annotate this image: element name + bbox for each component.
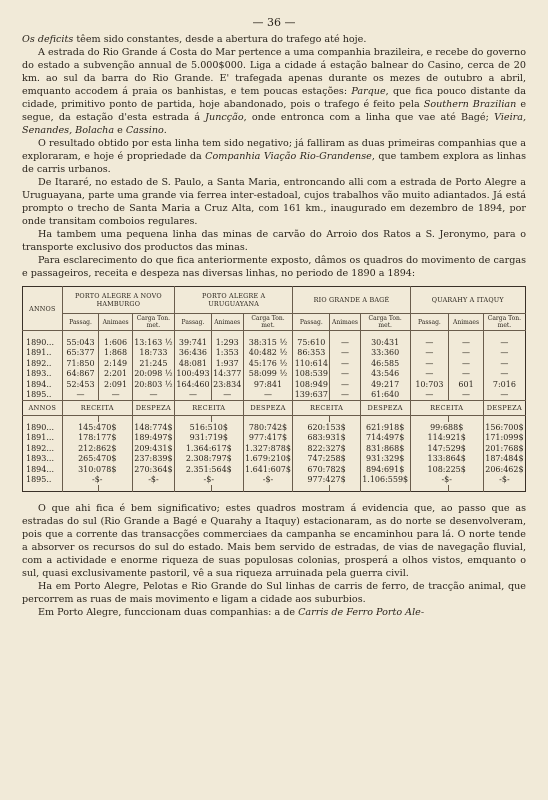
- text: , que fica pouco distante da cidade, primitivo ponto de partida, hoje abandonado, pois o trafego é feito pela: [22, 86, 526, 110]
- table-cell: 139:637: [294, 390, 328, 400]
- spacer-cell: [483, 485, 525, 492]
- table-row: [23, 422, 526, 433]
- table-cell: 178:177$: [62, 433, 132, 444]
- table-cell: 23:834: [213, 379, 242, 389]
- table-cell: 516:510$: [175, 422, 244, 433]
- year-cell: 1892..: [26, 358, 52, 368]
- spacer-cell: [23, 485, 63, 492]
- table-cell: 1:293: [211, 337, 243, 348]
- table-cell: 145:470$: [62, 422, 132, 433]
- table-row: [23, 454, 526, 465]
- table-subheader-row: [23, 314, 526, 331]
- year-cell: 1890...: [26, 422, 54, 432]
- table-subheader: Carga Ton. met.: [360, 314, 410, 331]
- table-cell: 18:733: [132, 348, 174, 359]
- text: .: [163, 125, 167, 136]
- table-cell: 1:937: [211, 358, 243, 369]
- table-cell: 40:482 ½: [243, 348, 293, 359]
- table-cell: 2.308:797$: [175, 454, 244, 465]
- year-cell: 1891..: [26, 348, 52, 358]
- spacer-cell: [211, 485, 243, 492]
- table-cell: 189:497$: [134, 433, 173, 443]
- table-cell: 1.327:878$: [245, 443, 291, 453]
- table-row: [23, 369, 526, 380]
- table-cell: —: [62, 390, 99, 401]
- paragraph-costa-do-mar: [22, 46, 526, 137]
- table-cell: 46:585: [360, 358, 410, 369]
- table-row: [23, 390, 526, 401]
- spacer-cell: [360, 485, 410, 492]
- table-header-years: ANNOS: [23, 287, 63, 331]
- table-row: [23, 379, 526, 390]
- table-cell: —: [243, 390, 293, 401]
- table-subheader: Passag.: [175, 314, 212, 331]
- table-cell: 601: [449, 379, 484, 390]
- finance-body: [23, 416, 526, 492]
- table-cell: 100:493: [176, 369, 210, 379]
- table-cell: 187:484$: [485, 454, 524, 464]
- text: Em Porto Alegre, funccionam duas companhias: a de: [38, 607, 299, 618]
- spacer-cell: [175, 485, 212, 492]
- text: e segue, da estação d'esta estrada á: [22, 99, 526, 123]
- table-subheader: Animaes: [99, 314, 133, 331]
- table-cell: 13:163 ½: [134, 337, 173, 347]
- table-cell: 7:016: [483, 379, 525, 390]
- table-cell: 977:427$: [293, 475, 360, 486]
- table-subheader: Carga Ton. met.: [243, 314, 293, 331]
- table-cell: 64:867: [62, 369, 99, 380]
- table-cell: 55:043: [62, 337, 99, 348]
- paragraph-esclarecimento: Para esclarecimento do que fica anteriormente exposto, dâmos os quadros do movimento de cargas e passageiros, receita e despeza nas diversas linhas, no periodo de 1890 a 1894:: [22, 255, 526, 279]
- table-subheader: Animaes: [449, 314, 484, 331]
- spacer-row: [23, 485, 526, 492]
- table-group-header: QUARAHY A ITAQUY: [410, 287, 525, 314]
- table-cell: —: [132, 390, 174, 401]
- table-cell: 71:850: [62, 358, 99, 369]
- table-cell: 670:782$: [293, 464, 360, 475]
- table-cell: —: [483, 358, 525, 369]
- table-cell: 48:081: [175, 358, 212, 369]
- table-cell: -$-: [483, 475, 525, 486]
- italic-text: Parque: [351, 86, 386, 97]
- table-cell: 39:741: [175, 337, 212, 348]
- table-subheader: Passag.: [293, 314, 330, 331]
- paragraph-deficits: [22, 33, 526, 46]
- table-cell: 86:353: [293, 348, 330, 359]
- table-cell: 201:768$: [485, 443, 524, 453]
- table-cell: 20:098 ½: [134, 369, 173, 379]
- italic-text: Companhia Viação Rio-Grandense: [205, 151, 372, 162]
- table-cell: —: [483, 348, 525, 359]
- railway-statistics-table: [22, 286, 526, 492]
- table-group-header: RIO GRANDE A BAGÉ: [293, 287, 410, 314]
- table-cell: 75:610: [293, 337, 330, 348]
- table-cell: —: [483, 369, 525, 380]
- table-row: [23, 348, 526, 359]
- spacer-cell: [132, 485, 174, 492]
- table-cell: -$-: [62, 475, 132, 486]
- table-cell: —: [410, 358, 449, 369]
- table-cell: —: [211, 390, 243, 401]
- table-cell: 780:742$: [243, 422, 293, 433]
- text: e: [114, 125, 126, 136]
- table-subheader: Carga Ton. met.: [132, 314, 174, 331]
- table-cell: —: [330, 390, 361, 401]
- table-group-header: PORTO ALEGRE A URUGUAYANA: [175, 287, 293, 314]
- paragraph-significativo: O que ahi fica é bem significativo; estes quadros mostram á evidencia que, ao passo que as estradas do sul (Rio Grande a Bagé e Quarahy a Itaquy) estacionaram, as do norte se desenvolveram, pois que a corrente das transacções commerciaes da campanha se encaminhou para lá. O norte tende a absorver os recursos do sul do estado. Mais bem servido de estradas, de vias de navegação fluvial, com a actividade e enorme riqueza de suas populosas colonias, prosperá a olhos vistos, emquanto o sul, quasi exclusivamente pastoril, vê a sua riqueza arruinada pela guerra civil.: [22, 503, 526, 579]
- finance-header: RECEITA: [175, 401, 244, 416]
- table-cell: 1:868: [99, 348, 133, 359]
- table-cell: 10:703: [410, 379, 449, 390]
- table-cell: 683:931$: [293, 433, 360, 444]
- table-cell: 171:099$: [485, 433, 524, 443]
- table-cell: 58:099 ½: [243, 369, 293, 380]
- table-cell: 2.351:564$: [175, 464, 244, 475]
- table-cell: 108:949: [294, 379, 328, 389]
- table-cell: —: [449, 348, 484, 359]
- text: A estrada do Rio Grande á Costa do Mar pertence a uma companhia brazileira, e recebe do governo do estado a subvenção annual de 5.000$000. Liga a cidade á estação balnear do Casino, cerca de 20 km. ao sul da barra do Rio Grande. E' trafegada apenas durante os mezes de outubro a abril, emquanto accodem á praia os banhistas, e tem poucas estações:: [22, 47, 526, 97]
- table-cell: 977:417$: [243, 433, 293, 444]
- table-cell: 38:315 ½: [243, 337, 293, 348]
- table-cell: 147:529$: [410, 443, 483, 454]
- italic-text: Cassino: [125, 125, 164, 136]
- table-row: [23, 475, 526, 486]
- table-cell: —: [449, 337, 484, 348]
- text: , que tambem explora as linhas de carris urbanos.: [22, 151, 527, 175]
- table-cell: —: [449, 390, 484, 401]
- text: , onde entronca com a linha que vae até Bagé;: [243, 112, 495, 123]
- paragraph-minas: Ha tambem uma pequena linha das minas de carvão do Arroio dos Ratos a S. Jeronymo, para o transporte exclusivo dos productos das minas.: [22, 229, 526, 253]
- table-cell: —: [449, 358, 484, 369]
- table-cell: 270:364$: [134, 464, 173, 474]
- table-cell: 52:453: [62, 379, 99, 390]
- page-number: — 36 —: [252, 16, 296, 29]
- finance-header: ANNOS: [23, 401, 63, 416]
- finance-header: DESPEZA: [132, 401, 174, 416]
- table-cell: 36:436: [175, 348, 212, 359]
- spacer-cell: [99, 485, 133, 492]
- table-cell: —: [483, 337, 525, 348]
- table-cell: 620:153$: [293, 422, 360, 433]
- finance-header: RECEITA: [62, 401, 132, 416]
- table-cell: -$-: [243, 475, 293, 486]
- finance-header: DESPEZA: [243, 401, 293, 416]
- table-cell: —: [330, 348, 361, 359]
- paragraph-resultado: [22, 137, 526, 176]
- table-cell: 747:258$: [293, 454, 360, 465]
- italic-text: Southern Brazilian: [423, 99, 517, 110]
- table-cell: 931:719$: [175, 433, 244, 444]
- table-cell: 2:201: [99, 369, 133, 380]
- paragraph-porto-alegre: [22, 606, 526, 619]
- table-row: [23, 337, 526, 348]
- table-cell: —: [99, 390, 133, 401]
- finance-header-row: [23, 401, 526, 416]
- table-cell: 2:149: [99, 358, 133, 369]
- year-cell: 1895..: [26, 475, 52, 485]
- italic-text: Carris de Ferro Porto Ale-: [298, 607, 425, 618]
- table-cell: 33:360: [360, 348, 410, 359]
- table-cell: —: [449, 369, 484, 380]
- table-cell: 164:460: [176, 379, 210, 389]
- table-cell: 1.106:559$: [362, 475, 409, 485]
- table-subheader: Passag.: [62, 314, 99, 331]
- table-cell: —: [483, 390, 525, 401]
- table-cell: 621:918$: [360, 422, 410, 433]
- finance-header: DESPEZA: [483, 401, 525, 416]
- table-cell: 931:329$: [360, 454, 410, 465]
- table-cell: 20:803 ½: [134, 379, 173, 389]
- table-row: [23, 443, 526, 454]
- year-cell: 1895..: [26, 390, 52, 400]
- spacer-cell: [243, 485, 293, 492]
- table-cell: 108:225$: [410, 464, 483, 475]
- text: têem sido constantes, desde a abertura do trafego até hoje.: [73, 34, 367, 45]
- table-cell: -$-: [410, 475, 483, 486]
- spacer-cell: [410, 485, 449, 492]
- table-cell: 212:862$: [62, 443, 132, 454]
- text: O resultado obtido por esta linha tem sido negativo; já falliram as duas primeiras companhias que a exploraram, e hoje é propriedade da: [22, 138, 526, 162]
- year-cell: 1894..: [26, 379, 52, 389]
- table-group-header: PORTO ALEGRE A NOVO HAMBURGO: [62, 287, 174, 314]
- spacer-cell: [62, 485, 99, 492]
- year-cell: 1893...: [26, 454, 54, 464]
- table-cell: 99:688$: [410, 422, 483, 433]
- table-cell: —: [410, 369, 449, 380]
- table-cell: -$-: [132, 475, 174, 486]
- table-cell: 831:868$: [360, 443, 410, 454]
- italic-text: Vieira, Senandes, Bolacha: [22, 112, 526, 136]
- table-subheader: Passag.: [410, 314, 449, 331]
- paragraph-carris: Ha em Porto Alegre, Pelotas e Rio Grande do Sul linhas de carris de ferro, de tracção animal, que percorrem as ruas de mais movimento e ligam a cidade aos suburbios.: [22, 581, 526, 605]
- spacer-cell: [330, 485, 361, 492]
- table-cell: 21:245: [132, 358, 174, 369]
- table-cell: —: [330, 337, 361, 348]
- italic-text: Os deficits: [22, 34, 74, 45]
- table-cell: 148:774$: [134, 422, 173, 432]
- table-cell: 133:864$: [410, 454, 483, 465]
- table-cell: 209:431$: [134, 443, 173, 453]
- table-cell: 61:640: [360, 390, 410, 401]
- year-cell: 1894...: [26, 464, 54, 474]
- table-cell: 110:614: [294, 358, 328, 368]
- table-cell: —: [330, 379, 361, 390]
- table-cell: 265:470$: [62, 454, 132, 465]
- table-subheader: Animaes: [211, 314, 243, 331]
- spacer-cell: [293, 485, 330, 492]
- table-cell: —: [330, 358, 361, 369]
- table-cell: 156:700$: [485, 422, 524, 432]
- year-cell: 1893..: [26, 369, 52, 379]
- table-cell: 65:377: [62, 348, 99, 359]
- table-cell: 237:839$: [134, 454, 173, 464]
- table-cell: —: [410, 390, 449, 401]
- finance-header: RECEITA: [293, 401, 360, 416]
- paragraph-itarare: De Itararé, no estado de S. Paulo, a Santa Maria, entroncando alli com a estrada de Porto Alegre a Uruguayana, parte uma grande via ferrea inter-estadoal, cujos trabalhos vão muito adiantados. Já está prompto o trecho de Santa Maria a Cruz Alta, com 161 km., inaugurado em dezembro de 1894, por onde transitam comboios regulares.: [22, 177, 526, 227]
- table-subheader: Carga Ton. met.: [483, 314, 525, 331]
- table-cell: 714:497$: [360, 433, 410, 444]
- table-row: [23, 464, 526, 475]
- table-cell: 30:431: [360, 337, 410, 348]
- table-cell: —: [410, 348, 449, 359]
- table-cell: 206:462$: [485, 464, 524, 474]
- table-cell: 14:377: [213, 369, 242, 379]
- table-cell: 1:606: [99, 337, 133, 348]
- table-cell: 49:217: [360, 379, 410, 390]
- table-cell: 97:841: [243, 379, 293, 390]
- table-subheader: Animaes: [330, 314, 361, 331]
- table-cell: 894:691$: [360, 464, 410, 475]
- table-row: [23, 433, 526, 444]
- year-cell: 1892...: [26, 443, 54, 453]
- table-cell: —: [175, 390, 212, 401]
- year-cell: 1890...: [26, 337, 54, 347]
- finance-header: RECEITA: [410, 401, 483, 416]
- table-cell: —: [410, 337, 449, 348]
- table-cell: —: [330, 369, 361, 380]
- table-cell: 310:078$: [62, 464, 132, 475]
- table-cell: 822:327$: [293, 443, 360, 454]
- table-cell: 1.641:607$: [245, 464, 291, 474]
- cargo-body: [23, 331, 526, 401]
- finance-header: DESPEZA: [360, 401, 410, 416]
- table-cell: -$-: [175, 475, 244, 486]
- table-cell: 2:091: [99, 379, 133, 390]
- spacer-cell: [449, 485, 484, 492]
- table-cell: 114:921$: [410, 433, 483, 444]
- table-cell: 1.364:617$: [175, 443, 244, 454]
- table-cell: 1.679:210$: [245, 454, 291, 464]
- table-cell: 1:353: [211, 348, 243, 359]
- table-cell: 45:176 ½: [243, 358, 293, 369]
- year-cell: 1891...: [26, 433, 54, 443]
- italic-text: Juncção: [205, 112, 244, 123]
- table-cell: 108:539: [294, 369, 328, 379]
- table-row: [23, 358, 526, 369]
- table-cell: 43:546: [360, 369, 410, 380]
